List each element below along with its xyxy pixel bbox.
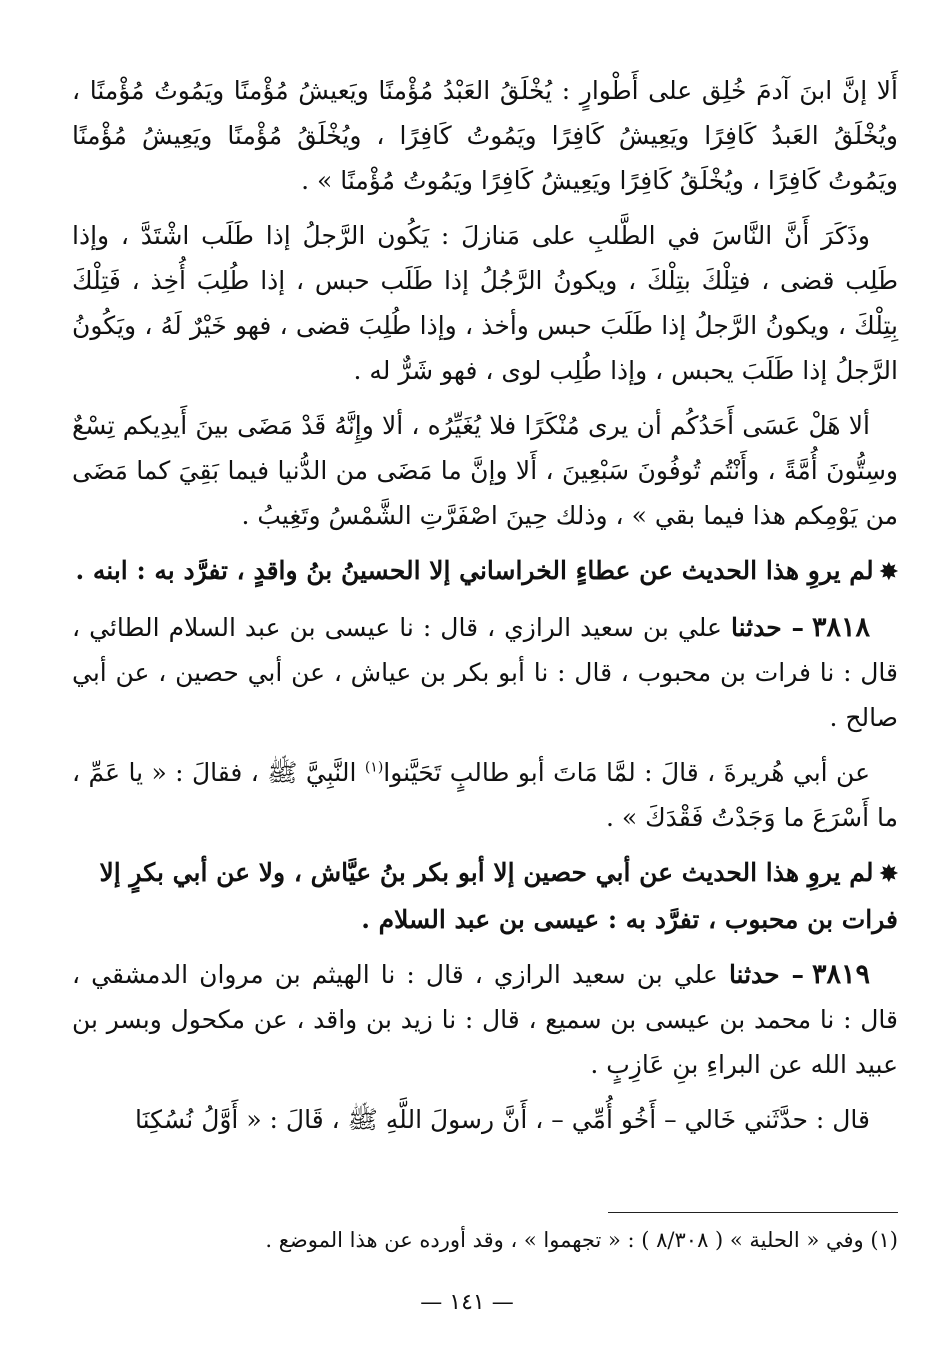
paragraph-3: ألا هَلْ عَسَى أَحَدُكُم أن يرى مُنْكَرًا فلا يُغَيِّرُه ، ألا وإِنَّهُ قَدْ مَضَى بينَ أَيدِيكم تِسْعٌ وسِتُّونَ أُمَّةً ، وأَنْتُم تُوفُونَ سَبْعِينَ ، أَلا وإنَّ ما مَضَى من الدُّنيا فيما بَقِيَ كما مَضَى من يَوْمِكم هذا فيما بقي » ، وذلك حِينَ اصْفَرَّتِ الشَّمْسُ وتَغِيبُ . bbox=[72, 411, 898, 530]
footnote-divider bbox=[608, 1212, 898, 1213]
editor-note-2 bbox=[72, 850, 898, 942]
hadith-number: ٣٨١٨ bbox=[811, 612, 870, 643]
footnote-marker: (١) bbox=[364, 759, 384, 776]
hadith-3819-isnad bbox=[72, 952, 898, 1087]
footnote: (١) وفي « الحلية » ( ٨/٣٠٨ ) : « تجهموا » ، وقد أورده عن هذا الموضع . bbox=[265, 1228, 898, 1252]
editor-note-2-text: لم يروِ هذا الحديث عن أبي حصين إلا أبو بكر بنُ عيَّاش ، ولا عن أبي بكرٍ إلا فرات بن محبوب ، تفرَّد به : عيسى بن عبد السلام . bbox=[99, 858, 898, 934]
page-number: — ١٤١ — bbox=[420, 1290, 514, 1315]
hadith-3818-matn bbox=[72, 750, 898, 840]
hadith-isnad-text: علي بن سعيد الرازي ، قال : نا عيسى بن عبد السلام الطائي ، قال : نا فرات بن محبوب ، قال : نا أبو بكر بن عياش ، عن أبي حصين ، عن أبي صالح . bbox=[72, 613, 898, 732]
editor-note-1 bbox=[72, 548, 898, 595]
hadith-number: ٣٨١٩ bbox=[811, 959, 870, 990]
hadith-lead: – حدثنا bbox=[728, 960, 804, 989]
paragraph-2: وذَكَرَ أَنَّ النَّاسَ في الطَّلبِ على مَنازلَ : يَكُون الرَّجلُ إذا طَلَب اشْتَدَّ ، وإذا طَلِب قضى ، فتِلْكَ بتِلْكَ ، ويكونُ الرَّجُلُ إذا طَلَب حبس ، إذا طُلِبَ أُخِذ ، فَتِلْكَ بِتِلْكَ ، ويكونُ الرَّجلُ إذا طَلَبَ حبس وأخذ ، وإذا طُلِبَ قضى ، فهو خَيْرٌ لَهُ ، ويَكُونُ الرَّجلُ إذا طَلَبَ يحبس ، وإذا طُلِب لوى ، فهو شَرٌّ له . bbox=[72, 221, 898, 385]
hadith-isnad-text: علي بن سعيد الرازي ، قال : نا الهيثم بن مروان الدمشقي ، قال : نا محمد بن عيسى بن سميع ، قال : نا زيد بن واقد ، عن مكحول وبسر بن عبيد الله عن البراءِ بنِ عَازِبٍ . bbox=[72, 960, 898, 1079]
matn-text-b: النَّبِيَّ ﷺ ، فقالَ : « يا عَمِّ ، ما أَسْرَعَ ما وَجَدْتُ فَقْدَكَ » . bbox=[72, 758, 898, 832]
hadith-3818-isnad bbox=[72, 605, 898, 740]
star-icon: ✸ bbox=[879, 559, 898, 585]
hadith-lead: – حدثنا bbox=[730, 613, 804, 642]
paragraph-1: أَلا إنَّ ابنَ آدمَ خُلِق على أَطْوارٍ : يُخْلَقُ العَبْدُ مُؤْمنًا ويَعيشُ مُؤْمنًا ويَمُوتُ مُؤْمنًا ، ويُخْلَقُ العَبدُ كَافِرًا ويَعِيشُ كَافِرًا ويَمُوتُ كَافِرًا ، ويُخْلَقُ مُؤْمنًا ويَعِيشُ مُؤْمنًا ويَمُوتُ كَافِرًا ، ويُخْلَقُ كَافِرًا ويَعِيشُ كَافِرًا ويَمُوتُ مُؤْمنًا » . bbox=[72, 76, 898, 195]
star-icon: ✸ bbox=[879, 861, 898, 887]
editor-note-1-text: لم يروِ هذا الحديث عن عطاءٍ الخراساني إلا الحسينُ بنُ واقدٍ ، تفرَّد به : ابنه . bbox=[75, 556, 874, 585]
hadith-3819-matn: قال : حدَّثَني خَالي – أَخُو أُمِّي – ، أَنَّ رسولَ اللَّهِ ﷺ ، قَالَ : « أَوَّلُ نُسُكِنَا bbox=[135, 1105, 870, 1134]
matn-text-a: عن أبي هُريرةَ ، قالَ : لمَّا مَاتَ أبو طالبٍ تَحَيَّنوا bbox=[383, 758, 870, 787]
